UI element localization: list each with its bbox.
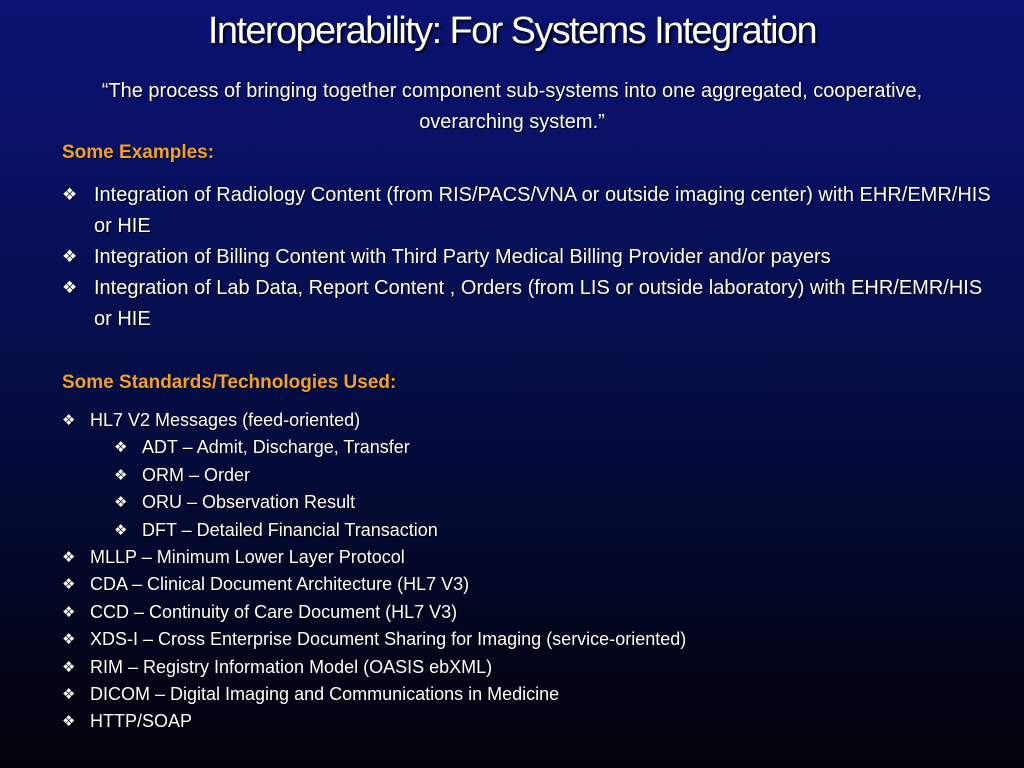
standards-list xyxy=(62,407,992,736)
standard-subitem xyxy=(114,489,992,516)
standard-item xyxy=(62,599,992,626)
diamond-bullet-icon: ❖ xyxy=(114,520,128,539)
diamond-bullet-icon: ❖ xyxy=(114,438,128,457)
diamond-bullet-icon: ❖ xyxy=(62,630,76,649)
diamond-bullet-icon: ❖ xyxy=(114,493,128,512)
examples-heading: Some Examples: xyxy=(62,142,215,163)
example-item xyxy=(62,180,992,242)
diamond-bullet-icon: ❖ xyxy=(114,465,128,484)
standard-text: ORU – Observation Result xyxy=(142,492,356,513)
standard-item xyxy=(62,681,992,708)
standard-item xyxy=(62,544,992,571)
definition-quote: “The process of bringing together component sub-systems into one aggregated, cooperative, overarching system.” xyxy=(101,80,923,133)
example-item xyxy=(62,273,992,335)
diamond-bullet-icon: ❖ xyxy=(62,247,78,267)
diamond-bullet-icon: ❖ xyxy=(62,657,76,676)
diamond-bullet-icon: ❖ xyxy=(62,411,76,429)
standard-text: CCD – Continuity of Care Document (HL7 V3) xyxy=(90,601,458,622)
standard-text: XDS-I – Cross Enterprise Document Sharing for Imaging (service-oriented) xyxy=(90,629,687,650)
example-text: Integration of Lab Data, Report Content , Orders (from LIS or outside laboratory) with EHR/EMR/HIS or HIE xyxy=(94,277,983,330)
standard-text: RIM – Registry Information Model (OASIS ebXML) xyxy=(90,656,493,677)
example-text: Integration of Radiology Content (from RIS/PACS/VNA or outside imaging center) with EHR/EMR/HIS or HIE xyxy=(94,184,991,237)
standard-text: ADT – Admit, Discharge, Transfer xyxy=(142,437,410,458)
standard-text: MLLP – Minimum Lower Layer Protocol xyxy=(90,547,405,568)
example-text: Integration of Billing Content with Third Party Medical Billing Provider and/or payers xyxy=(94,246,831,268)
standard-text: CDA – Clinical Document Architecture (HL7 V3) xyxy=(90,574,470,595)
standard-item xyxy=(62,407,992,434)
standard-subitem xyxy=(114,517,992,544)
diamond-bullet-icon: ❖ xyxy=(62,712,76,731)
diamond-bullet-icon: ❖ xyxy=(62,548,76,567)
standard-text: DICOM – Digital Imaging and Communications in Medicine xyxy=(90,684,560,705)
standard-item xyxy=(62,626,992,653)
standard-subitem xyxy=(114,434,992,461)
standard-text: ORM – Order xyxy=(142,464,251,485)
standard-text: DFT – Detailed Financial Transaction xyxy=(142,519,438,540)
standard-item xyxy=(62,654,992,681)
slide-title: Interoperability: For Systems Integration xyxy=(207,10,817,52)
standard-text: HL7 V2 Messages (feed-oriented) xyxy=(90,410,361,430)
standard-item xyxy=(62,708,992,735)
standard-subitem xyxy=(114,462,992,489)
standard-item xyxy=(62,571,992,598)
diamond-bullet-icon: ❖ xyxy=(62,685,76,704)
example-item xyxy=(62,242,992,273)
diamond-bullet-icon: ❖ xyxy=(62,602,76,621)
diamond-bullet-icon: ❖ xyxy=(62,575,76,594)
examples-list xyxy=(62,180,992,335)
standard-text: HTTP/SOAP xyxy=(90,711,193,732)
standards-heading: Some Standards/Technologies Used: xyxy=(62,372,397,393)
diamond-bullet-icon: ❖ xyxy=(62,185,78,205)
diamond-bullet-icon: ❖ xyxy=(62,278,78,298)
